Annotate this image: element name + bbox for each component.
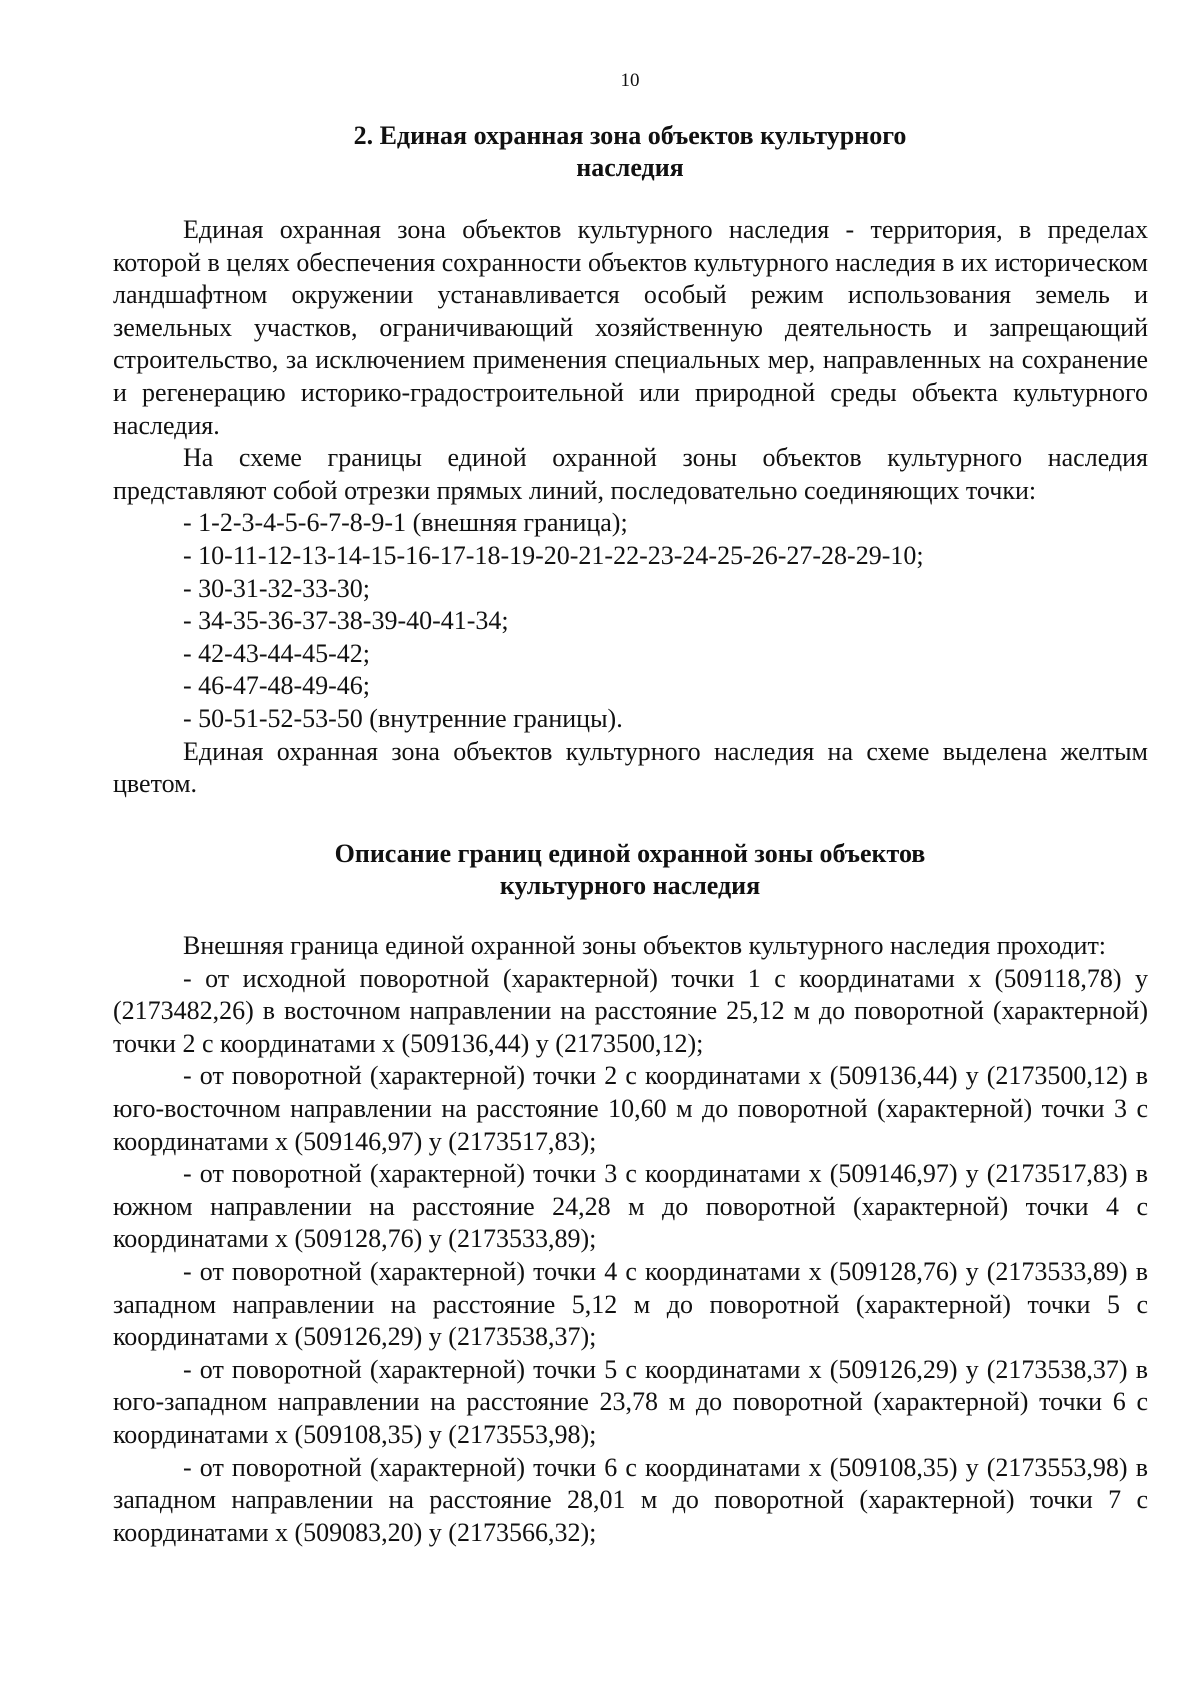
highlight-paragraph: Единая охранная зона объектов культурного наследия на схеме выделена желтым цветом. <box>113 736 1148 799</box>
description-heading <box>120 838 1140 902</box>
boundary-list-item: - 10-11-12-13-14-15-16-17-18-19-20-21-22-23-24-25-26-27-28-29-10; <box>183 540 924 570</box>
definition-paragraph: Единая охранная зона объектов культурного наследия - территория, в пределах которой в целях обеспечения сохранности объектов культурного наследия в их историческом ландшафтном окружении устанавливается особый режим использования земель и земельных участков, ограничивающий хозяйственную деятельность и запрещающий строительство, за исключением применения специальных мер, направленных на сохранение и регенерацию историко-градостроительной или природной среды объекта культурного наследия. <box>113 215 1148 440</box>
intro-block <box>113 214 1148 801</box>
description-heading-line-1: Описание границ единой охранной зоны объектов <box>334 839 926 868</box>
boundary-segment-paragraph: - от поворотной (характерной) точки 3 с координатами х (509146,97) у (2173517,83) в южном направлении на расстояние 24,28 м до поворотной (характерной) точки 4 с координатами х (509128,76) у (2173533,89); <box>113 1159 1148 1254</box>
description-heading-line-2: культурного наследия <box>499 871 761 900</box>
boundary-list-item: - 42-43-44-45-42; <box>183 638 371 668</box>
boundary-list-item: - 46-47-48-49-46; <box>183 671 371 701</box>
boundary-description-block <box>113 930 1148 1549</box>
boundary-segment-paragraph: - от исходной поворотной (характерной) точки 1 с координатами х (509118,78) у (2173482,26) в восточном направлении на расстояние 25,12 м до поворотной (характерной) точки 2 с координатами х (509136,44) у (2173500,12); <box>113 963 1148 1058</box>
boundary-list-item: - 1-2-3-4-5-6-7-8-9-1 (внешняя граница); <box>183 508 628 538</box>
boundary-list-item: - 30-31-32-33-30; <box>183 573 371 603</box>
section-heading <box>120 120 1140 184</box>
section-heading-line-1: 2. Единая охранная зона объектов культурного <box>353 121 907 150</box>
boundary-list-item: - 50-51-52-53-50 (внутренние границы). <box>183 703 623 733</box>
section-heading-line-2: наследия <box>576 153 684 182</box>
boundary-list-item: - 34-35-36-37-38-39-40-41-34; <box>183 606 509 636</box>
boundary-segment-paragraph: - от поворотной (характерной) точки 6 с координатами х (509108,35) у (2173553,98) в западном направлении на расстояние 28,01 м до поворотной (характерной) точки 7 с координатами х (509083,20) у (2173566,32); <box>113 1452 1148 1547</box>
boundary-segment-paragraph: - от поворотной (характерной) точки 2 с координатами х (509136,44) у (2173500,12) в юго-восточном направлении на расстояние 10,60 м до поворотной (характерной) точки 3 с координатами х (509146,97) у (2173517,83); <box>113 1061 1148 1156</box>
boundary-segment-paragraph: - от поворотной (характерной) точки 5 с координатами х (509126,29) у (2173538,37) в юго-западном направлении на расстояние 23,78 м до поворотной (характерной) точки 6 с координатами х (509108,35) у (2173553,98); <box>113 1354 1148 1449</box>
page-number: 10 <box>620 70 640 91</box>
boundary-intro-paragraph: Внешняя граница единой охранной зоны объектов культурного наследия проходит: <box>183 931 1107 960</box>
boundary-segment-paragraph: - от поворотной (характерной) точки 4 с координатами х (509128,76) у (2173533,89) в западном направлении на расстояние 5,12 м до поворотной (характерной) точки 5 с координатами х (509126,29) у (2173538,37); <box>113 1256 1148 1352</box>
scheme-paragraph: На схеме границы единой охранной зоны объектов культурного наследия представляют собой отрезки прямых линий, последовательно соединяющих точки: <box>113 443 1148 505</box>
